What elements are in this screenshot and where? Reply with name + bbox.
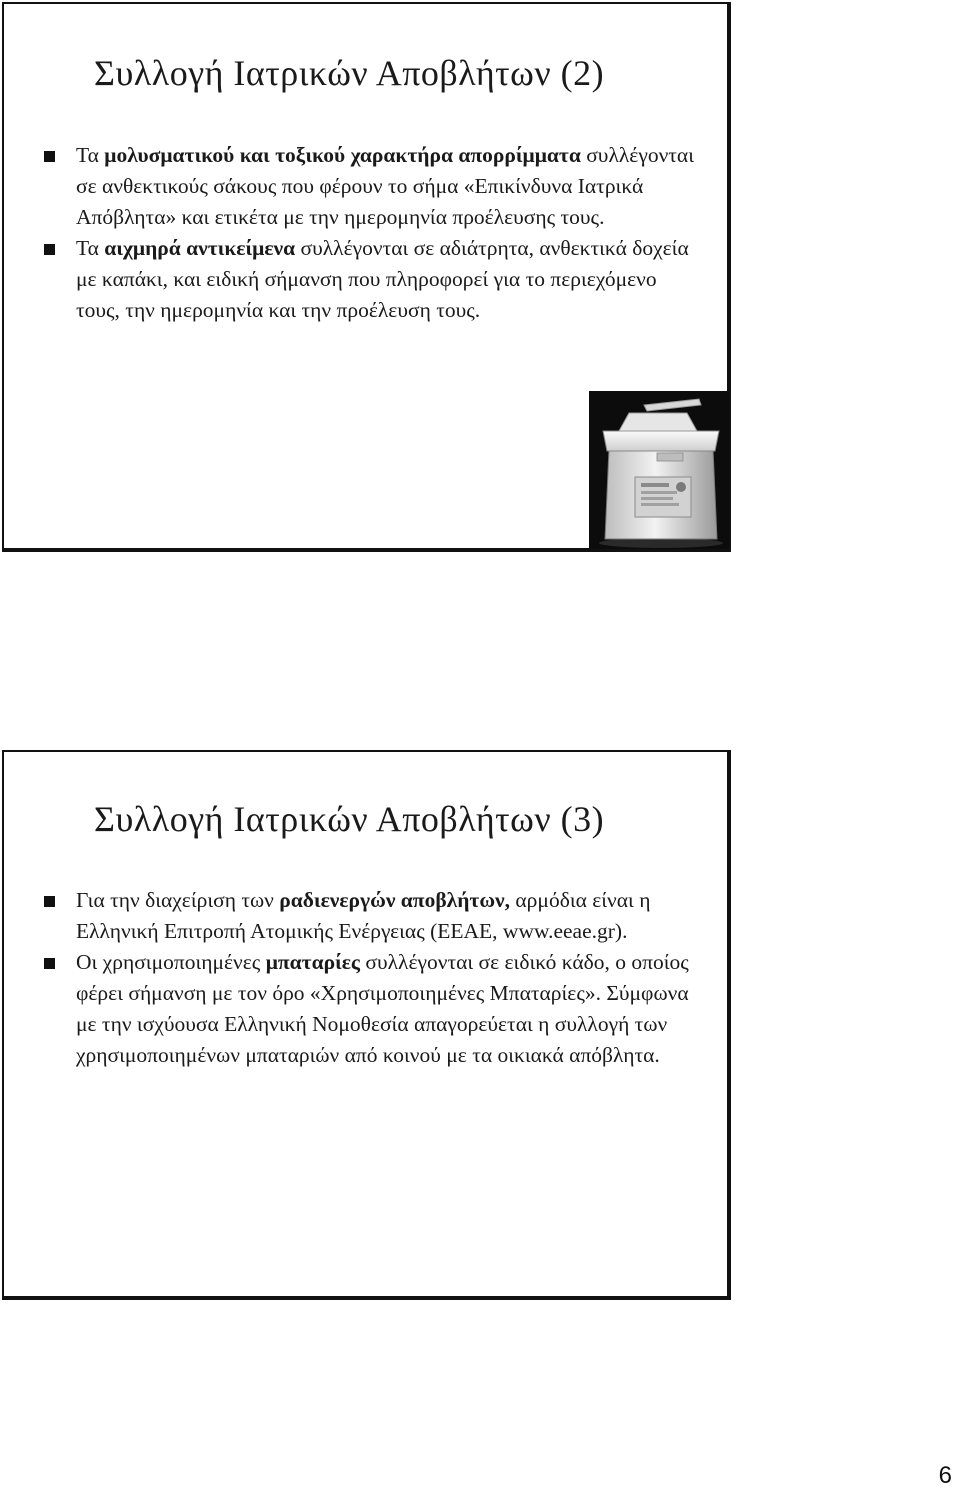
bullet-emphasis: αιχμηρά αντικείμενα	[104, 236, 296, 260]
bullet-emphasis: μπαταρίες	[265, 950, 360, 974]
bullet-text	[76, 236, 689, 322]
slide-title: Συλλογή Ιατρικών Αποβλήτων (3)	[94, 799, 605, 839]
bullet-text	[76, 143, 694, 229]
bullet-text-part: Τα	[76, 236, 105, 260]
square-bullet-icon	[44, 244, 55, 255]
square-bullet-icon	[44, 958, 55, 969]
bullet-item	[44, 885, 704, 947]
bullet-list	[44, 885, 704, 1071]
square-bullet-icon	[44, 896, 55, 907]
page-number: 6	[938, 1462, 952, 1489]
bullet-text	[76, 950, 689, 1067]
bullet-text-part: αρμόδια είναι η Ελληνική Επιτροπή Ατομικής Ενέργειας (ΕΕΑΕ, www.eeae.gr).	[76, 888, 651, 943]
sharps-container-icon	[589, 391, 729, 549]
bullet-item	[44, 947, 704, 1071]
bullet-text-part: Τα	[76, 143, 105, 167]
bullet-text-part: Οι χρησιμοποιημένες	[76, 950, 266, 974]
bullet-item	[44, 233, 704, 326]
slide-title: Συλλογή Ιατρικών Αποβλήτων (2)	[94, 53, 605, 93]
sharps-container-photo	[589, 391, 729, 549]
square-bullet-icon	[44, 151, 55, 162]
bullet-text-part: συλλέγονται σε ανθεκτικούς σάκους που φέρουν το σήμα «Επικίνδυνα Ιατρικά Απόβλητα» και ετικέτα με την ημερομηνία προέλευσης τους.	[76, 143, 694, 229]
bullet-list	[44, 140, 704, 326]
bullet-text-part: συλλέγονται σε ειδικό κάδο, ο οποίος φέρει σήμανση με τον όρο «Χρησιμοποιημένες Μπαταρίες». Σύμφωνα με την ισχύουσα Ελληνική Νομοθεσία απαγορεύεται η συλλογή των χρησιμοποιημένων μπαταριών από κοινού με τα οικιακά απόβλητα.	[76, 950, 689, 1067]
bullet-text-part: συλλέγονται σε αδιάτρητα, ανθεκτικά δοχεία με καπάκι, και ειδική σήμανση που πληροφορεί για το περιεχόμενο τους, την ημερομηνία και την προέλευση τους.	[76, 236, 689, 322]
slide-3-container	[2, 750, 731, 1300]
bullet-emphasis: μολυσματικού και τοξικού χαρακτήρα απορρίμματα	[104, 143, 581, 167]
bullet-text-part: Για την διαχείριση των	[76, 888, 280, 912]
slide-2-container	[2, 2, 731, 552]
bullet-emphasis: ραδιενεργών αποβλήτων,	[279, 888, 511, 912]
bullet-item	[44, 140, 704, 233]
bullet-text	[76, 888, 650, 943]
